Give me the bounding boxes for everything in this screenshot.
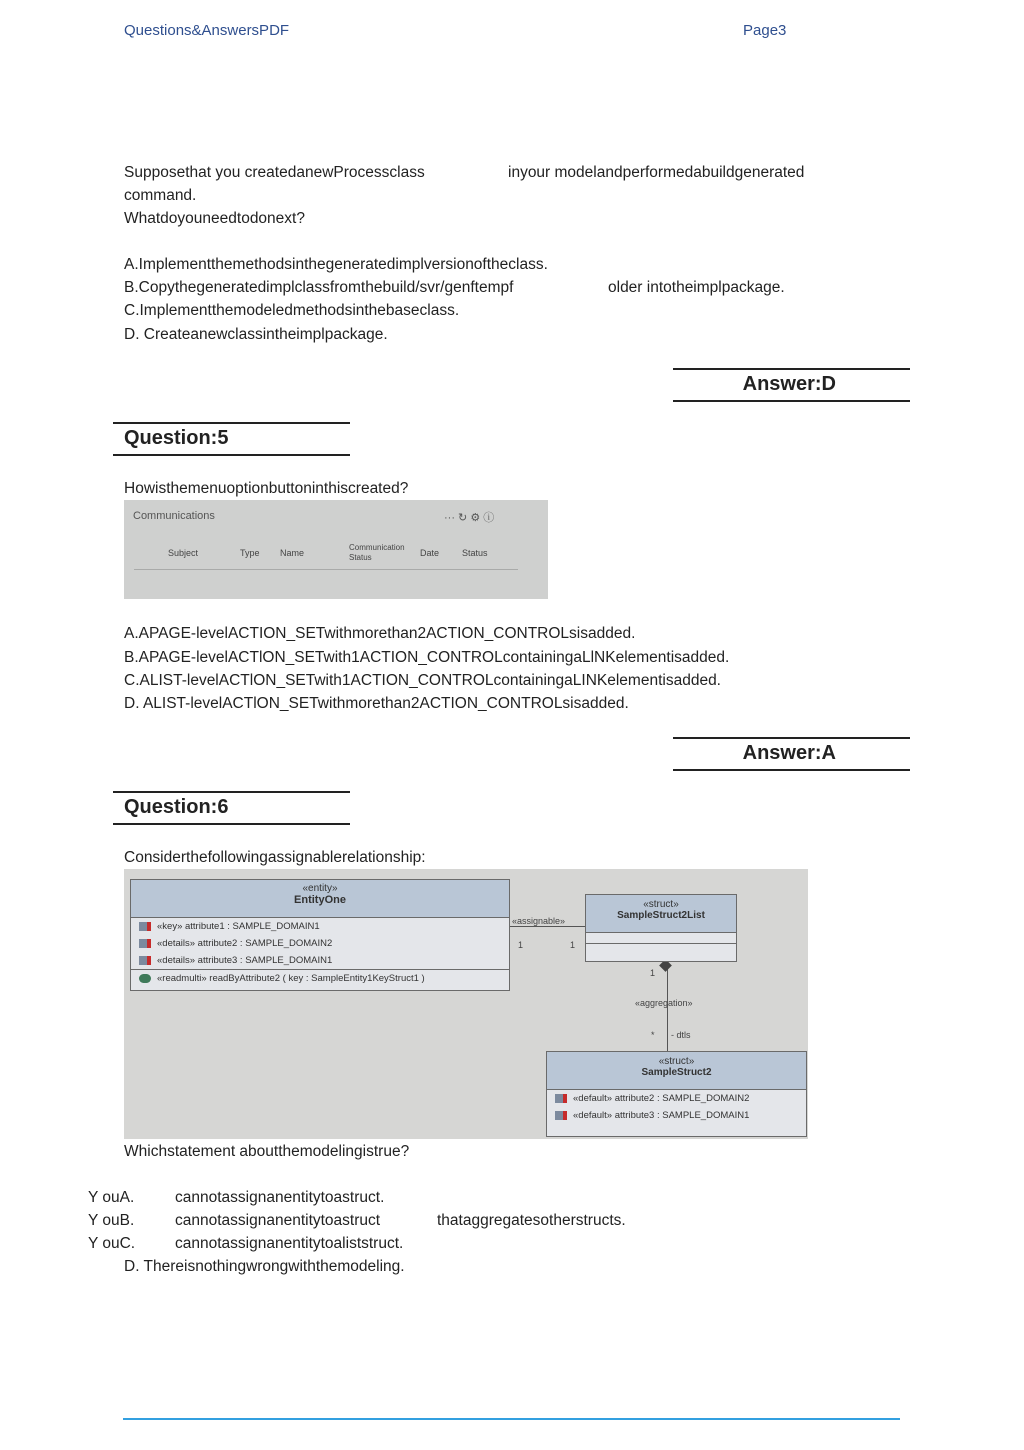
- sample-struct2-list-class: [585, 894, 737, 962]
- q4-text-line1a: Supposethat you createdanewProcessclass: [124, 164, 425, 181]
- q4-answer-box: [673, 368, 910, 402]
- q5-shot-toolbar: ··· ↻ ⚙ ⓘ: [444, 512, 495, 524]
- q5-screenshot: [124, 500, 548, 599]
- aggregation-mult-bottom: *: [651, 1030, 655, 1040]
- q5-col-name: Name: [280, 548, 305, 558]
- q6-heading-box: [113, 791, 350, 825]
- q5-shot-divider: [134, 569, 518, 570]
- q5-shot-title: Communications: [133, 510, 215, 522]
- q4-option-b-cont: older intotheimplpackage.: [608, 279, 785, 296]
- q5-title: Question:5: [124, 427, 229, 449]
- entity-method: «readmulti» readByAttribute2 ( key : SampleEntity1KeyStruct1 ): [157, 973, 425, 984]
- q5-col-date: Date: [420, 548, 440, 558]
- entity-attribute-1: «key» attribute1 : SAMPLE_DOMAIN1: [157, 921, 320, 932]
- q5-answer-box: [673, 737, 910, 771]
- attribute-icon: [139, 922, 151, 931]
- footer-rule: [123, 1418, 900, 1420]
- q6-question: Whichstatement aboutthemodelingistrue?: [124, 1143, 410, 1160]
- entity-attribute-row: [131, 952, 509, 969]
- entity-name: EntityOne: [294, 894, 346, 906]
- attribute-icon: [139, 956, 151, 965]
- q6-option-b-cont: thataggregatesotherstructs.: [437, 1212, 626, 1229]
- q6-option-c: cannotassignanentitytoaliststruct.: [175, 1235, 404, 1252]
- entity-one-class: [130, 879, 510, 991]
- q5-col-status: Status: [462, 548, 488, 558]
- aggregation-label: «aggregation»: [635, 998, 693, 1008]
- struct2-attribute-row: [547, 1107, 806, 1124]
- q5-col-type: Type: [240, 548, 260, 558]
- q5-option-a: A.APAGE-levelACTION_SETwithmorethan2ACTION_CONTROLsisadded.: [124, 625, 636, 642]
- q5-col-subject: Subject: [168, 548, 199, 558]
- q6-uml-diagram: [124, 869, 808, 1139]
- struct2-name: SampleStruct2: [641, 1067, 712, 1078]
- list-empty-compartment: [586, 933, 736, 944]
- list-stereotype: «struct»: [643, 899, 679, 910]
- q6-title: Question:6: [124, 796, 229, 818]
- attribute-icon: [139, 939, 151, 948]
- struct2-stereotype: «struct»: [658, 1056, 695, 1067]
- entity-method-row: [131, 969, 509, 987]
- q4-option-a: A.Implementthemethodsinthegeneratedimplversionoftheclass.: [124, 256, 548, 273]
- entity-stereotype: «entity»: [302, 883, 338, 894]
- q5-col-comm-status: Communication Status: [349, 543, 405, 562]
- struct2-attribute-row: [547, 1090, 806, 1107]
- q6-option-c-prefix: Y ouC.: [88, 1235, 136, 1252]
- q4-option-d: D. Createanewclassintheimplpackage.: [124, 326, 388, 343]
- q4-text-line3: Whatdoyouneedtodonext?: [124, 210, 305, 227]
- q6-option-a: cannotassignanentitytoastruct.: [175, 1189, 385, 1206]
- struct2-attribute-2: «default» attribute3 : SAMPLE_DOMAIN1: [573, 1110, 750, 1121]
- q6-option-d: D. Thereisnothingwrongwiththemodeling.: [124, 1258, 405, 1275]
- q4-text-line1b: inyour modelandperformedabuildgenerated: [508, 164, 805, 181]
- entity-attribute-row: [131, 935, 509, 952]
- assignable-connector: [509, 926, 585, 927]
- entity-attribute-3: «details» attribute3 : SAMPLE_DOMAIN1: [157, 955, 333, 966]
- sample-struct2-class: [546, 1051, 807, 1137]
- entity-attribute-row: [131, 918, 509, 935]
- assignable-mult-left: 1: [518, 940, 524, 950]
- assignable-mult-right: 1: [570, 940, 576, 950]
- q5-option-d: D. ALIST-levelACTlON_SETwithmorethan2ACTION_CONTROLsisadded.: [124, 695, 629, 712]
- q4-answer: Answer:D: [742, 373, 836, 395]
- q6-option-b-prefix: Y ouB.: [88, 1212, 135, 1229]
- struct2-attribute-1: «default» attribute2 : SAMPLE_DOMAIN2: [573, 1093, 750, 1104]
- attribute-icon: [555, 1111, 567, 1120]
- q5-option-c: C.ALIST-levelACTlON_SETwith1ACTION_CONTROLcontainingaLINKelementisadded.: [124, 672, 721, 689]
- assignable-label: «assignable»: [512, 916, 566, 926]
- list-name: SampleStruct2List: [617, 910, 705, 921]
- header-title: Questions&AnswersPDF: [124, 22, 290, 39]
- q4-option-c: C.Implementthemodeledmethodsinthebaseclass.: [124, 302, 460, 319]
- q4-text-line2: command.: [124, 187, 197, 204]
- page-number: Page3: [743, 22, 787, 39]
- q6-option-b: cannotassignanentitytoastruct: [175, 1212, 381, 1229]
- q5-option-b: B.APAGE-levelACTlON_SETwith1ACTION_CONTROLcontainingaLlNKelementisadded.: [124, 649, 730, 666]
- entity-attribute-2: «details» attribute2 : SAMPLE_DOMAIN2: [157, 938, 333, 949]
- q5-answer: Answer:A: [742, 742, 836, 764]
- method-icon: [139, 974, 151, 983]
- q5-heading-box: [113, 422, 350, 456]
- q6-option-a-prefix: Y ouA.: [88, 1189, 135, 1206]
- q4-option-b: B.Copythegeneratedimplclassfromthebuild/svr/genftempf: [124, 279, 514, 296]
- aggregation-role: - dtls: [671, 1030, 691, 1040]
- q5-prompt: Howisthemenuoptionbuttoninthiscreated?: [124, 480, 409, 497]
- q6-prompt: Considerthefollowingassignablerelationship:: [124, 849, 426, 866]
- attribute-icon: [555, 1094, 567, 1103]
- aggregation-mult-top: 1: [650, 968, 656, 978]
